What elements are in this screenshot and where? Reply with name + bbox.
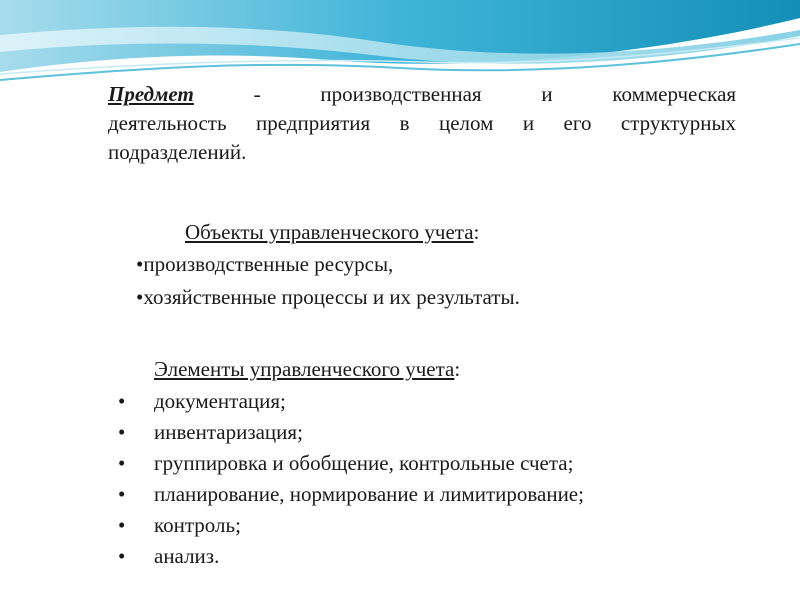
bullet-icon: • xyxy=(118,513,126,537)
bullet-icon: • xyxy=(118,544,126,568)
list-item xyxy=(118,387,584,416)
list-item-text: планирование, нормирование и лимитирование; xyxy=(154,482,584,506)
subject-term: Предмет xyxy=(108,82,194,106)
intro-word: и xyxy=(522,111,535,135)
intro-paragraph xyxy=(108,80,736,167)
list-item-text: документация; xyxy=(154,389,286,413)
bullet-icon: • xyxy=(118,389,126,413)
bullet-icon: • xyxy=(118,420,126,444)
intro-word: в xyxy=(399,111,410,135)
bullet-icon: • xyxy=(118,482,126,506)
list-item xyxy=(118,418,584,447)
list-item-text: анализ. xyxy=(154,544,220,568)
objects-heading xyxy=(185,218,479,247)
intro-word: деятельность xyxy=(108,111,227,135)
intro-word: его xyxy=(563,111,592,135)
list-item-text: контроль; xyxy=(154,513,241,537)
list-item: •хозяйственные процессы и их результаты. xyxy=(136,285,520,309)
intro-word: предприятия xyxy=(256,111,371,135)
intro-word: коммерческая xyxy=(612,82,737,106)
bullet-icon: • xyxy=(118,451,126,475)
elements-heading-colon: : xyxy=(454,357,461,381)
objects-list xyxy=(136,250,520,316)
elements-heading-text: Элементы управленческого учета xyxy=(154,357,455,381)
objects-heading-text: Объекты управленческого учета xyxy=(185,220,474,244)
intro-word: целом xyxy=(438,111,494,135)
list-item xyxy=(118,511,584,540)
intro-word: и xyxy=(541,82,553,106)
elements-heading xyxy=(154,355,460,384)
list-item: •производственные ресурсы, xyxy=(136,252,394,276)
list-item-text: инвентаризация; xyxy=(154,420,303,444)
intro-line-2 xyxy=(108,109,736,138)
intro-word: производственная xyxy=(320,82,482,106)
elements-list xyxy=(118,387,584,573)
list-item-text: группировка и обобщение, контрольные счета; xyxy=(154,451,574,475)
list-item xyxy=(118,480,584,509)
intro-line-3: подразделений. xyxy=(108,140,247,164)
list-item xyxy=(118,542,584,571)
intro-word: структурных xyxy=(620,111,737,135)
intro-line-1 xyxy=(108,80,736,109)
objects-heading-colon: : xyxy=(473,220,480,244)
intro-word: - xyxy=(253,82,261,106)
list-item xyxy=(118,449,584,478)
